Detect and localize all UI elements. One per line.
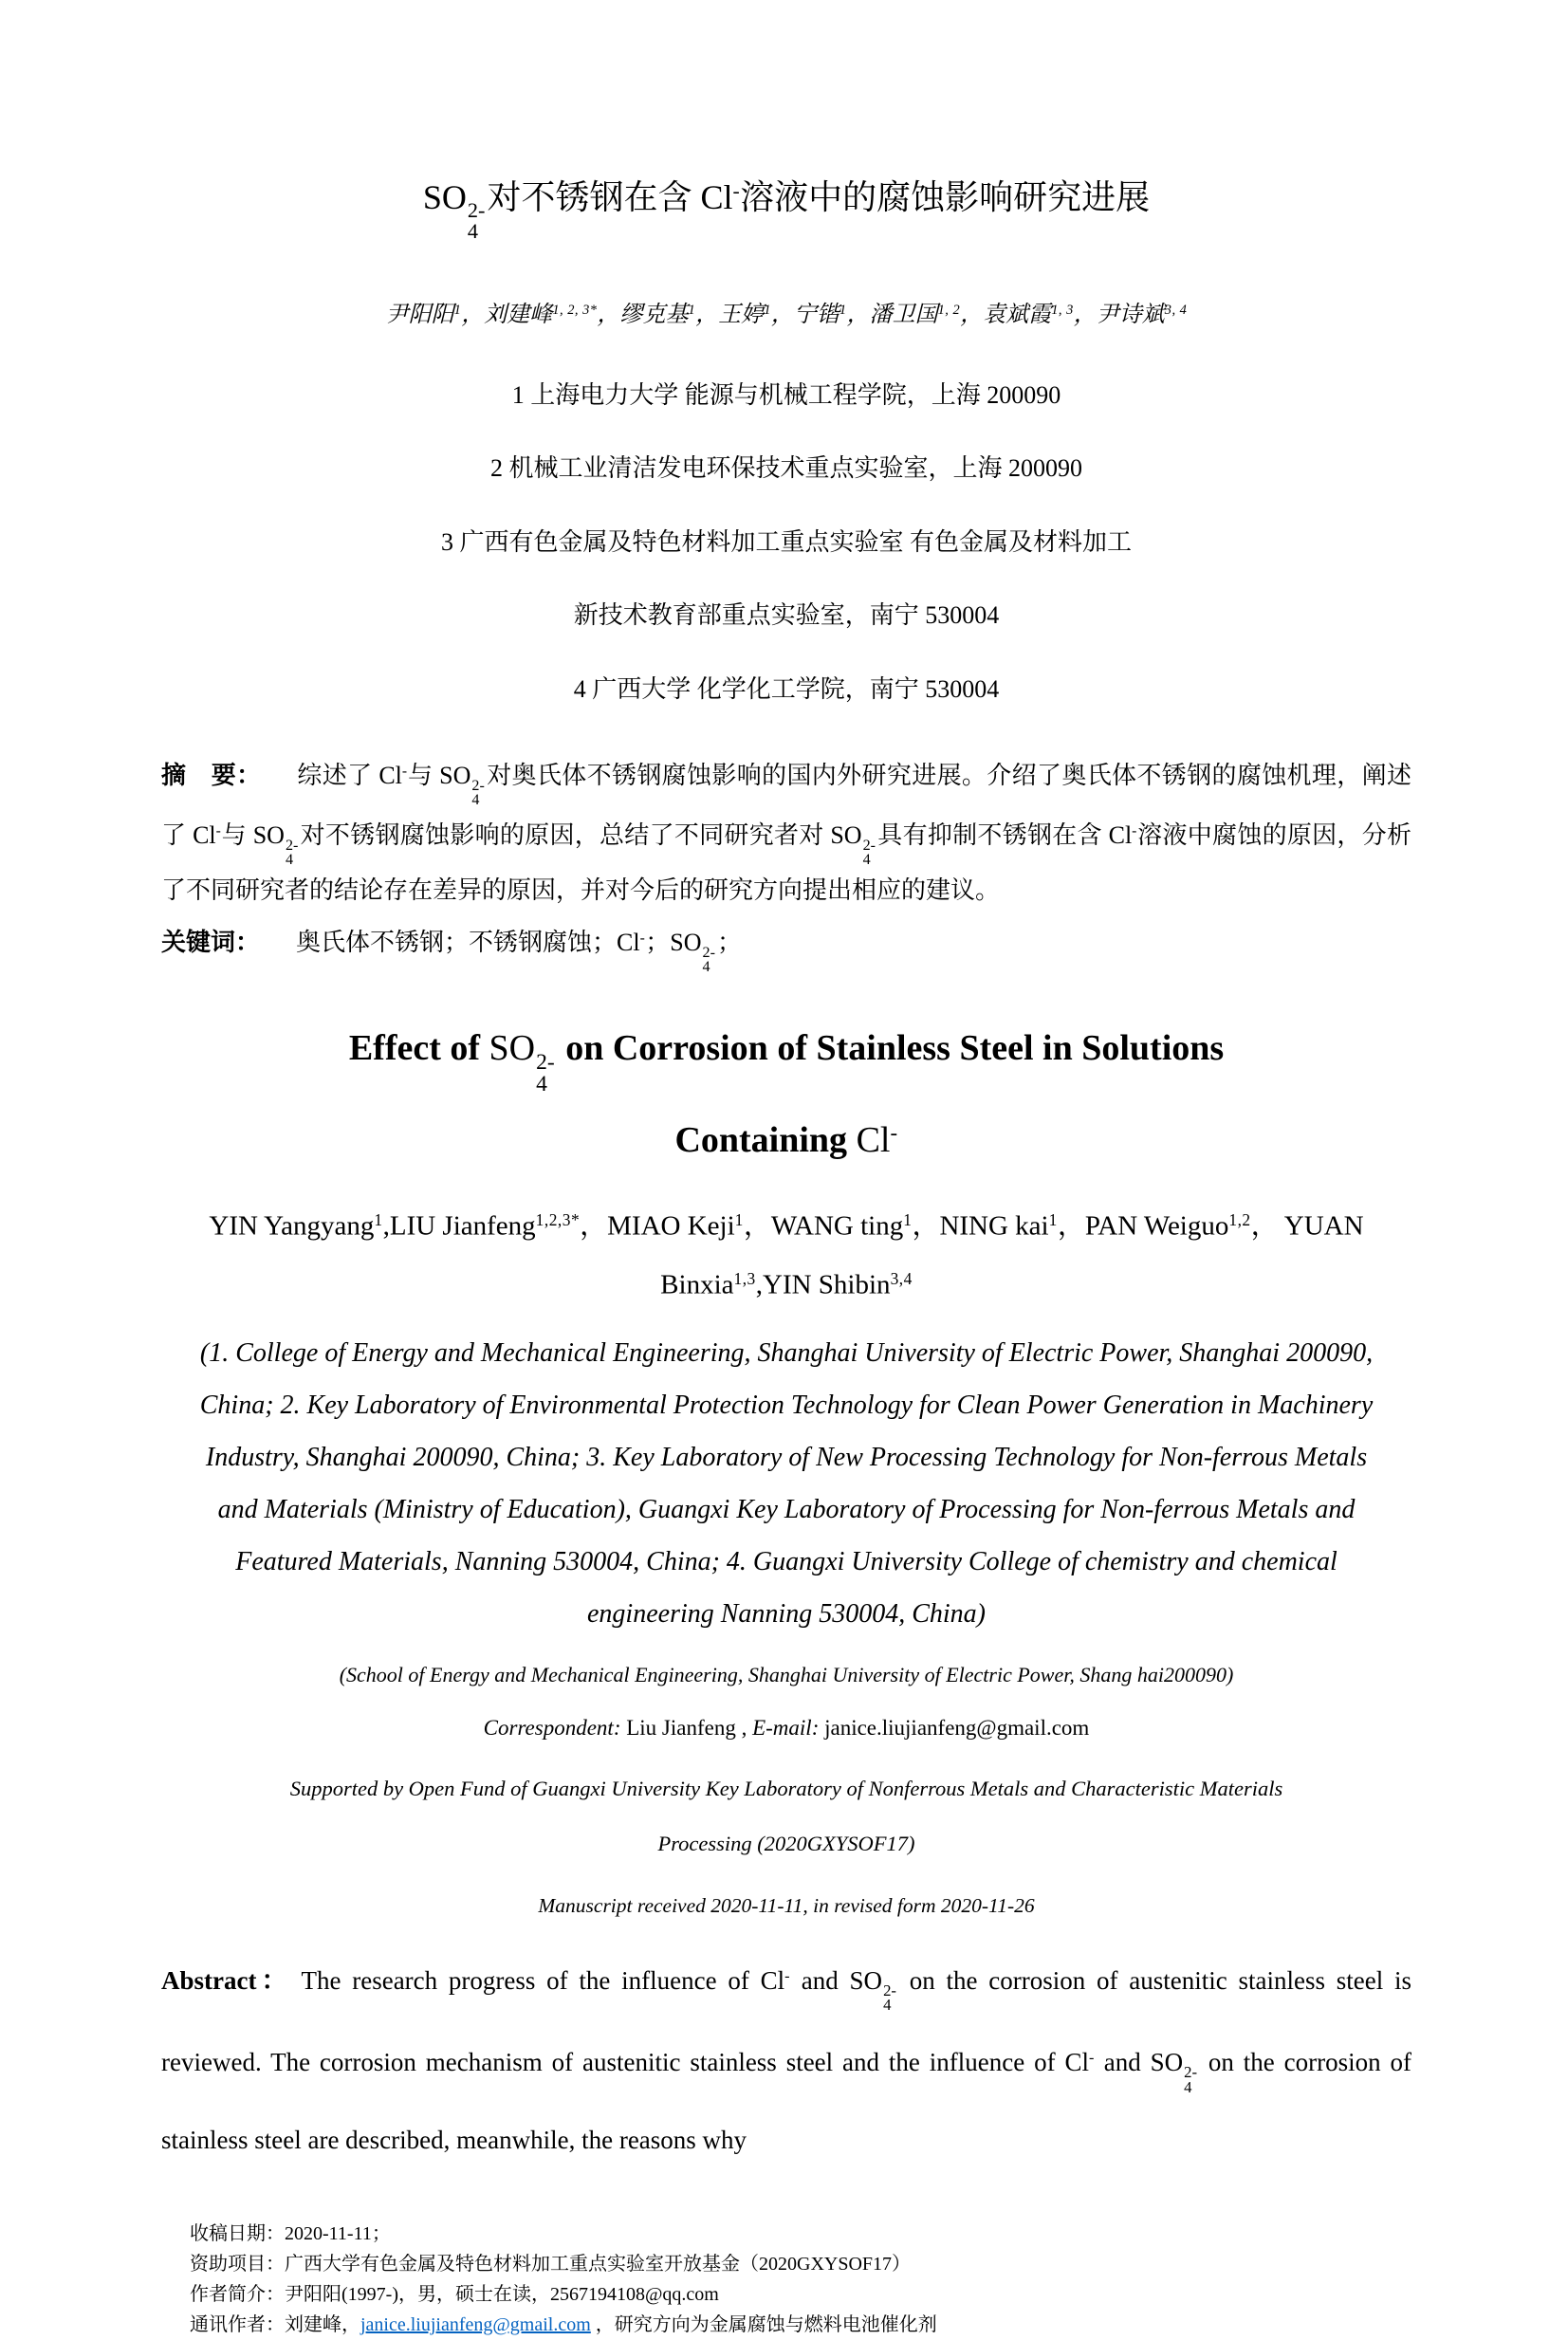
text-segment: ，MIAO Keji (580, 1210, 735, 1242)
formula-stack (703, 946, 715, 975)
text-segment: ，研究方向为金属腐蚀与燃料电池催化剂 (590, 2314, 937, 2336)
text-segment: 1, 2 (937, 302, 961, 318)
text-segment: on Corrosion of Stainless Steel in Solutions (556, 1028, 1225, 1069)
formula-subscript: 4 (471, 792, 480, 809)
formula-stack (536, 1052, 555, 1095)
formula-subscript: 4 (467, 218, 478, 243)
text-segment: ,YIN Shibin (755, 1269, 891, 1300)
text-segment: - (639, 930, 646, 947)
text-segment: 1 (1048, 1209, 1058, 1229)
title-english-line1 (348, 1028, 1225, 1096)
text-segment: 1 (839, 302, 847, 318)
text-segment: 1 (734, 1209, 744, 1229)
email-link[interactable]: janice.liujianfeng@gmail.com (360, 2314, 591, 2336)
formula-stack (467, 198, 486, 243)
text-segment: 3, 4 (1164, 302, 1188, 318)
formula-superscript: 2- (862, 837, 876, 854)
keywords-chinese (161, 914, 1411, 974)
text-segment: ，尹诗斌 (1073, 302, 1165, 327)
text-segment: - (784, 1966, 791, 1984)
text-segment: ，缪克基 (597, 302, 689, 327)
text-segment: 1,2,3* (535, 1209, 581, 1229)
affiliation-line-4: 新技术教育部重点实验室，南宁 530004 (573, 601, 1000, 630)
text-segment: 对不锈钢在含 Cl (487, 178, 733, 216)
text-segment: SO (422, 178, 467, 216)
text-segment: 对奥氏体不锈钢腐蚀影响的国内外研究进展。介绍了奥氏体不锈钢的腐蚀机理，阐述了 Cl (161, 762, 1411, 849)
text-segment: 1 (764, 302, 771, 318)
text-segment: Cl (856, 1119, 891, 1160)
formula-stack (863, 838, 876, 868)
text-segment: on the corrosion of stainless steel are described, meanwhile, the reasons why (161, 2048, 1412, 2155)
affiliation-line-1: 1 上海电力大学 能源与机械工程学院，上海 200090 (511, 380, 1061, 409)
text-segment: 与 SO (407, 762, 471, 789)
formula-stack (883, 1983, 896, 2014)
text-segment: 1 (688, 302, 696, 318)
formula-superscript: 2- (702, 944, 715, 961)
text-segment: - (890, 1119, 898, 1144)
text-segment: 对不锈钢腐蚀影响的原因，总结了不同研究者对 SO (300, 820, 862, 849)
text-segment: ；SO (645, 928, 702, 956)
text-segment: 综述了 Cl (297, 762, 402, 789)
text-segment: ，NING kai (912, 1210, 1049, 1242)
footnote-funding: 资助项目：广西大学有色金属及特色材料加工重点实验室开放基金（2020GXYSOF17） (190, 2254, 912, 2276)
formula-stack (471, 779, 484, 808)
text-segment: ，潘卫国 (846, 302, 938, 327)
school-line: (School of Energy and Mechanical Engineering, Shanghai University of Electric Power, Shang hai200090) (339, 1662, 1234, 1686)
text-segment: janice.liujianfeng@gmail.com (819, 1715, 1090, 1740)
keywords-chinese-body (296, 928, 742, 976)
text-segment: Effect of (348, 1028, 489, 1069)
formula-superscript: 2- (536, 1050, 555, 1076)
formula-superscript: 2- (1184, 2063, 1198, 2082)
footnote-corresponding (190, 2310, 1411, 2340)
text-segment: and SO (1094, 2048, 1184, 2077)
text-segment: 1, 3 (1051, 302, 1074, 318)
paper-title-english (161, 1010, 1411, 1177)
text-segment: YIN Yangyang (209, 1210, 375, 1242)
affiliation-block-english: (1. College of Energy and Mechanical Engineering, Shanghai University of Electric Power, Shanghai 200090, China; 2. Key Laboratory of Environmental Protection Technology for Clean Power Generation in Machinery Industry, Shanghai 200090, China; 3. Key Laboratory of New Processing Technology for Non-ferrous Metals and Materials (Ministry of Education), Guangxi Key Laboratory of Processing for Non-ferrous Metals and Featured Materials, Nanning 530004, China; 4. Guangxi University College of chemistry and chemical engineering Nanning 530004, China) (199, 1337, 1374, 1629)
formula-superscript: 2- (285, 837, 299, 854)
text-segment: on the corrosion of austenitic stainless steel is reviewed. The corrosion mechanism of austenitic stainless steel and the influence of Cl (161, 1965, 1411, 2077)
text-segment: Containing (674, 1119, 857, 1160)
text-segment: and SO (790, 1965, 883, 1995)
text-segment: 1 (453, 302, 462, 318)
text-segment: 1, 2, 3* (552, 302, 598, 318)
abstract-chinese-body (161, 762, 1411, 904)
text-segment: ，WANG ting (743, 1210, 904, 1242)
text-segment: E-mail: (752, 1715, 820, 1740)
footnote-author-bio: 作者简介：尹阳阳(1997-)，男，硕士在读，2567194108@qq.com (190, 2284, 719, 2306)
text-segment: ，刘建峰 (461, 302, 553, 327)
text-segment: ； (716, 928, 742, 956)
authors-chinese (161, 301, 1411, 330)
formula-superscript: 2- (471, 777, 485, 794)
formula-subscript: 4 (883, 1996, 892, 2015)
text-segment: 尹阳阳 (385, 302, 454, 327)
text-segment: ， YUAN Binxia (660, 1210, 1364, 1300)
text-segment: 溶液中腐蚀的原因，分析了不同研究者的结论存在差异的原因，并对今后的研究方向提出相应的建议。 (161, 820, 1411, 905)
text-segment: SO (489, 1028, 536, 1069)
affiliation-line-2: 2 机械工业清洁发电环保技术重点实验室，上海 200090 (489, 454, 1082, 483)
text-segment: - (1088, 2049, 1095, 2067)
text-segment: 1 (374, 1209, 383, 1229)
text-segment: 3,4 (890, 1269, 913, 1289)
abstract-english-label: Abstract： (161, 1965, 292, 1995)
abstract-chinese (161, 747, 1411, 914)
text-segment: The research progress of the influence of Cl (301, 1965, 785, 1995)
text-segment: 通讯作者：刘建峰， (190, 2314, 360, 2336)
text-segment: 1 (903, 1209, 913, 1229)
paper-title-chinese (161, 175, 1411, 241)
text-segment: ，PAN Weiguo (1057, 1210, 1229, 1242)
text-segment: 溶液中的腐蚀影响研究进展 (740, 178, 1151, 216)
text-segment: - (732, 179, 741, 203)
affiliation-line-5: 4 广西大学 化学化工学院，南宁 530004 (573, 674, 1000, 703)
text-segment: ，王婷 (695, 302, 765, 327)
manuscript-line: Manuscript received 2020-11-11, in revised form 2020-11-26 (538, 1893, 1035, 1917)
text-segment: 与 SO (221, 820, 285, 849)
authors-english (161, 1193, 1411, 1312)
abstract-english-body (161, 1966, 1411, 2155)
formula-stack (286, 838, 298, 868)
formula-subscript: 4 (862, 852, 871, 869)
text-segment: ，宁锴 (770, 302, 839, 327)
keywords-chinese-label: 关键词： (161, 927, 261, 956)
footnotes-block (161, 2219, 1411, 2340)
formula-superscript: 2- (883, 1981, 897, 1999)
supported-line: Supported by Open Fund of Guangxi University Key Laboratory of Nonferrous Metals and Characteristic Materials Processing (2020GXYSOF17) (289, 1776, 1283, 1855)
text-segment: Correspondent: (483, 1715, 621, 1740)
abstract-english (161, 1937, 1411, 2180)
formula-subscript: 4 (536, 1071, 547, 1096)
footnote-received: 收稿日期：2020-11-11； (190, 2223, 391, 2245)
formula-subscript: 4 (702, 959, 710, 976)
text-segment: - (215, 822, 222, 839)
correspondent-line (161, 1716, 1411, 1741)
formula-superscript: 2- (467, 198, 486, 223)
text-segment: Liu Jianfeng , (620, 1715, 753, 1740)
formula-stack (1184, 2065, 1197, 2095)
text-segment: 1,3 (733, 1269, 756, 1289)
text-segment: - (1132, 822, 1137, 839)
formula-subscript: 4 (285, 852, 293, 869)
text-segment: 具有抑制不锈钢在含 Cl (877, 820, 1133, 849)
text-segment: 奥氏体不锈钢；不锈钢腐蚀；Cl (296, 928, 640, 956)
text-segment: - (401, 763, 408, 780)
text-segment: ，袁斌霞 (960, 302, 1052, 327)
text-segment: 1,2 (1228, 1209, 1251, 1229)
abstract-chinese-label: 摘 要： (161, 761, 262, 789)
text-segment: ,LIU Jianfeng (382, 1210, 536, 1242)
title-english-line2 (674, 1120, 897, 1160)
formula-subscript: 4 (1184, 2078, 1192, 2097)
affiliation-line-3: 3 广西有色金属及特色材料加工重点实验室 有色金属及材料加工 (440, 527, 1132, 556)
